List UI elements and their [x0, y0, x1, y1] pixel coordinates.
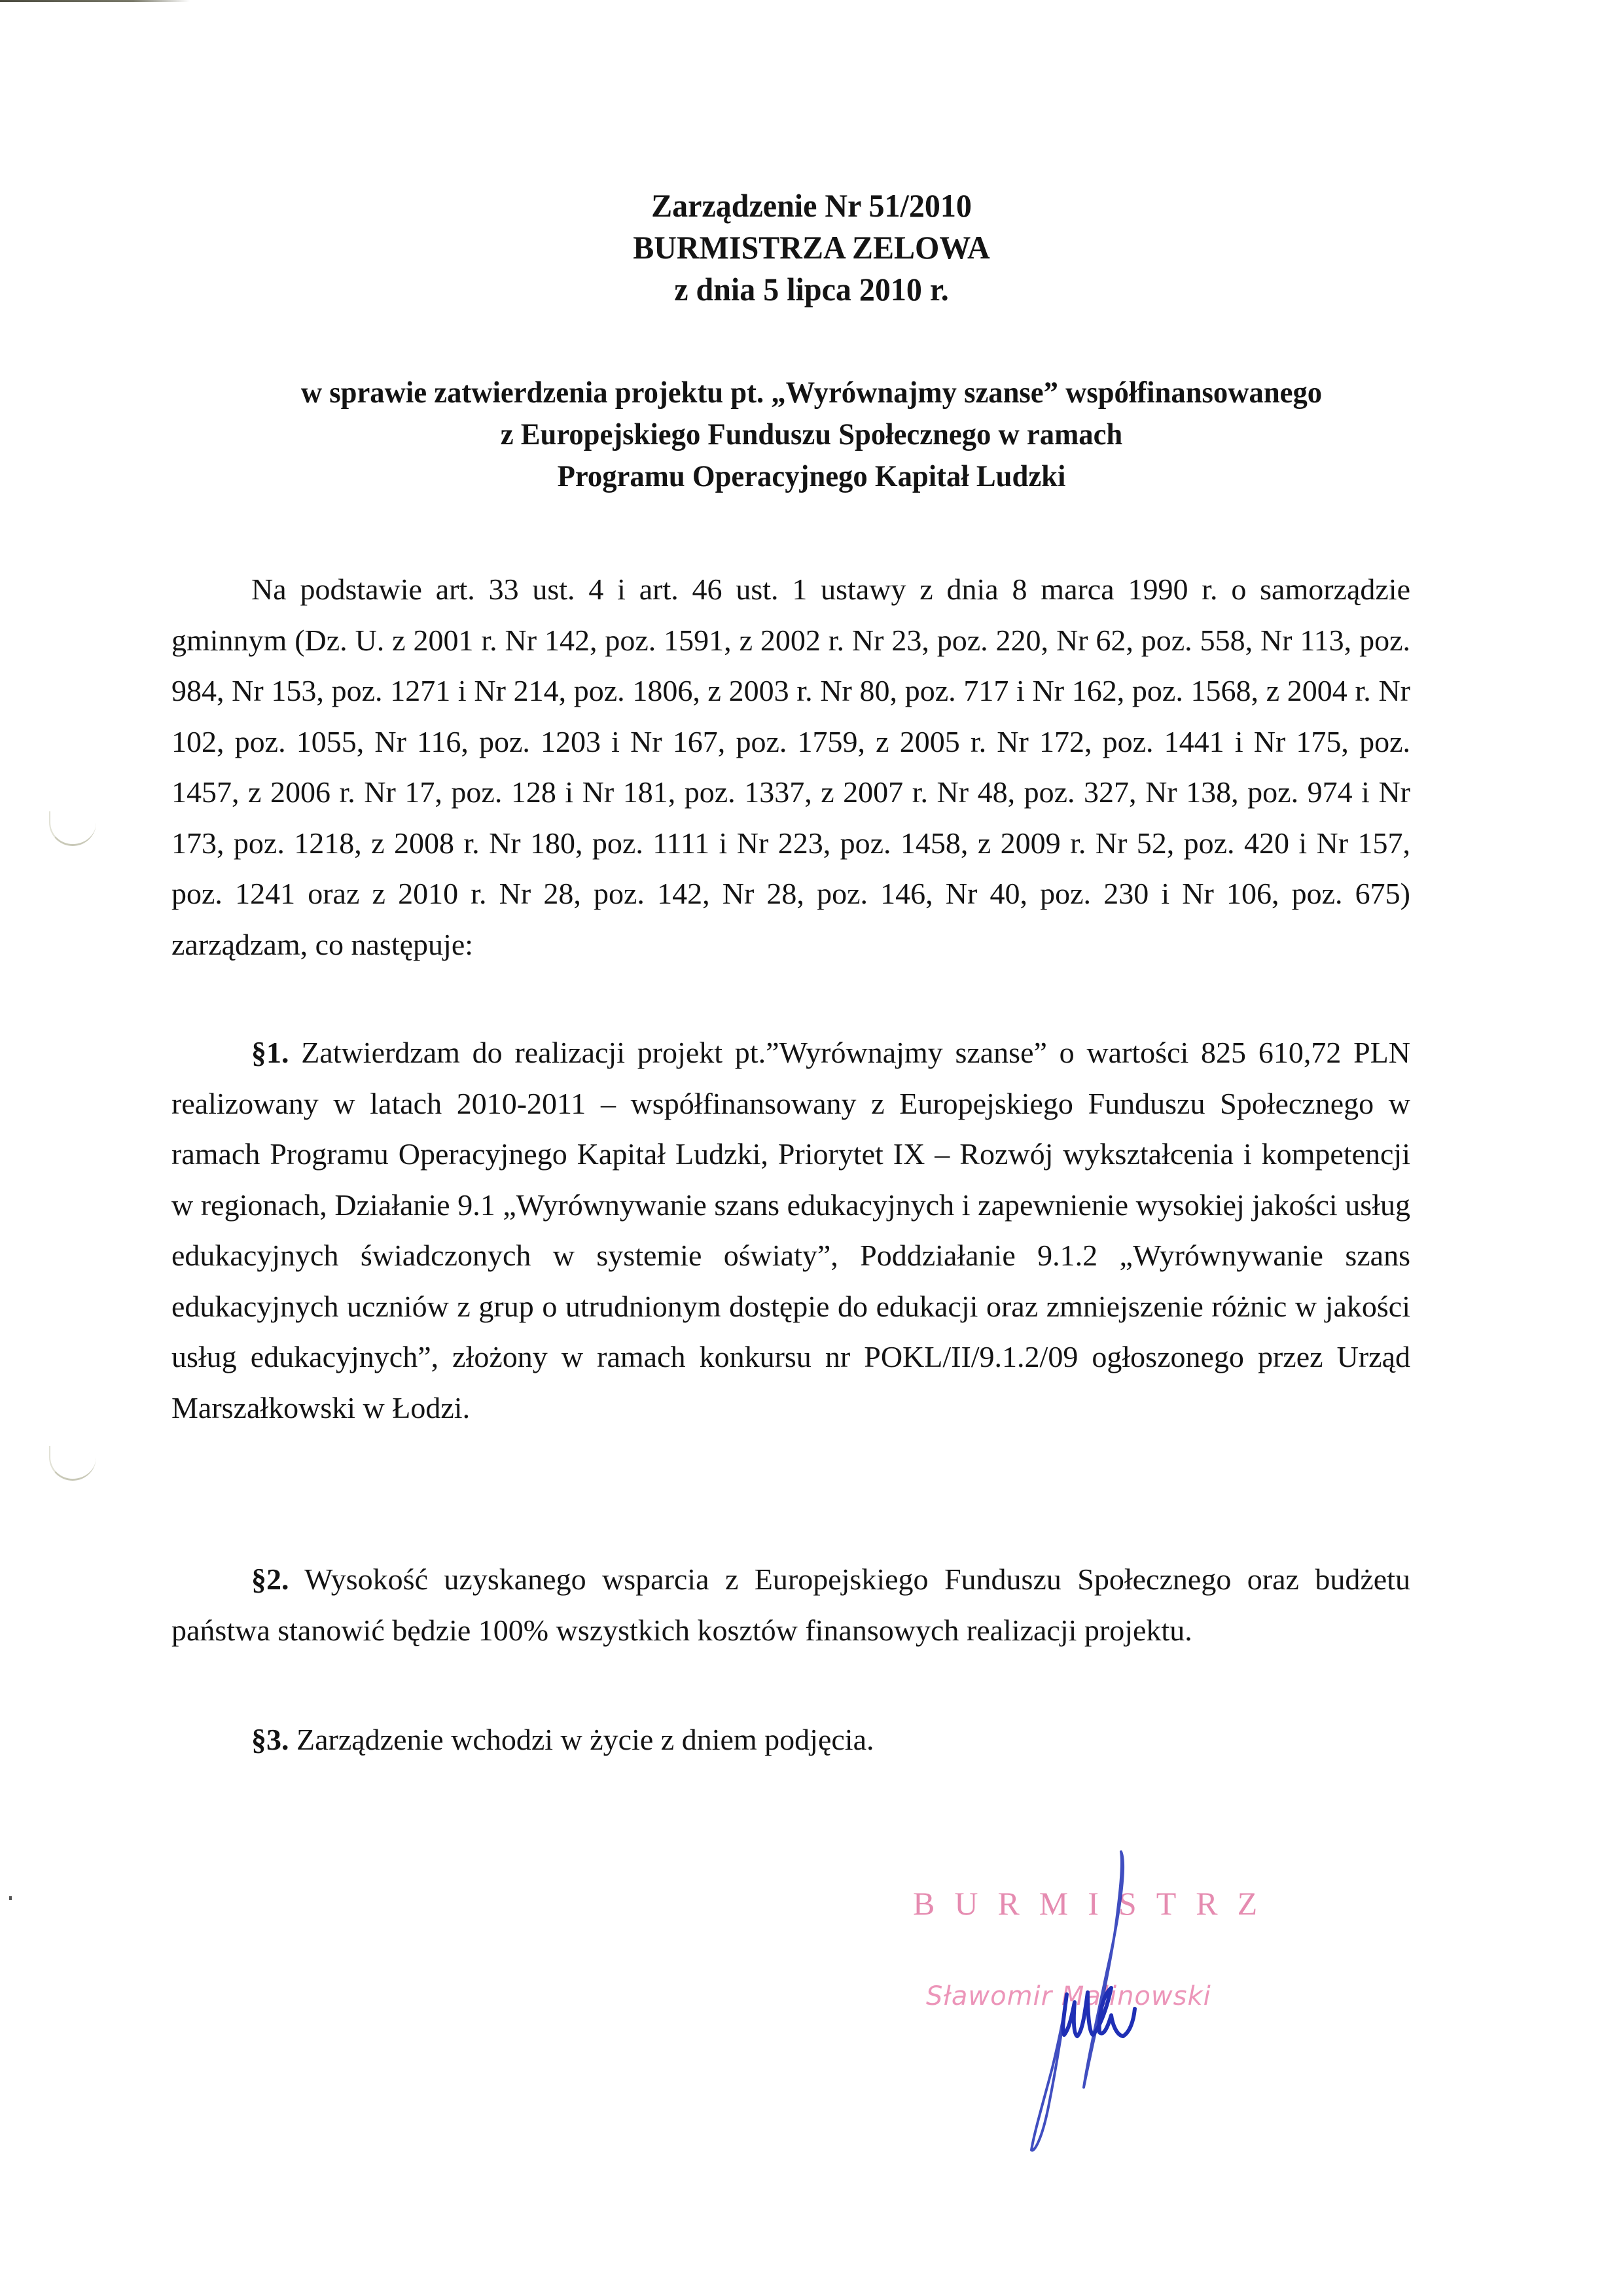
section-mark: §1. [251, 1036, 289, 1069]
scan-edge-line [0, 0, 190, 2]
subject-line-3: Programu Operacyjnego Kapitał Ludzki [557, 459, 1066, 493]
scan-speck [9, 1896, 12, 1900]
document-header [0, 185, 1623, 310]
section-1-paragraph [171, 1027, 1410, 1433]
document-subject [0, 372, 1623, 497]
handwritten-signature-icon [936, 1826, 1211, 2153]
stamp-title: BURMISTRZ [913, 1885, 1277, 1922]
issuer: BURMISTRZA ZELOWA [633, 229, 990, 266]
legal-basis-paragraph: Na podstawie art. 33 ust. 4 i art. 46 ust. 1 ustawy z dnia 8 marca 1990 r. o samorządzie gminnym (Dz. U. z 2001 r. Nr 142, poz. 1591, z 2002 r. Nr 23, poz. 220, Nr 62, poz. 558, Nr 113, poz. 984, Nr 153, poz. 1271 i Nr 214, poz. 1806, z 2003 r. Nr 80, poz. 717 i Nr 162, poz. 1568, z 2004 r. Nr 102, poz. 1055, Nr 116, poz. 1203 i Nr 167, poz. 1759, z 2005 r. Nr 172, poz. 1441 i Nr 175, poz. 1457, z 2006 r. Nr 17, poz. 128 i Nr 181, poz. 1337, z 2007 r. Nr 48, poz. 327, Nr 138, poz. 974 i Nr 173, poz. 1218, z 2008 r. Nr 180, poz. 1111 i Nr 223, poz. 1458, z 2009 r. Nr 52, poz. 420 i Nr 157, poz. 1241 oraz z 2010 r. Nr 28, poz. 142, Nr 28, poz. 146, Nr 40, poz. 230 i Nr 106, poz. 675) zarządzam, co następuje: [171, 573, 1410, 961]
punch-hole-mark [49, 1446, 96, 1481]
ordinance-number: Zarządzenie Nr 51/2010 [651, 187, 972, 224]
punch-hole-mark [49, 811, 96, 846]
subject-line-2: z Europejskiego Funduszu Społecznego w ramach [500, 417, 1123, 451]
stamp-name: Sławomir Malinowski [926, 1981, 1211, 2011]
section-mark: §2. [251, 1563, 289, 1596]
issue-date: z dnia 5 lipca 2010 r. [674, 271, 949, 308]
legal-basis-block [171, 564, 1410, 970]
subject-line-1: w sprawie zatwierdzenia projektu pt. „Wyrównajmy szanse” współfinansowanego [300, 376, 1323, 410]
section-mark: §3. [251, 1723, 289, 1756]
section-2 [171, 1554, 1410, 1655]
section-1 [171, 1027, 1410, 1433]
section-text: Wysokość uzyskanego wsparcia z Europejskiego Funduszu Społecznego oraz budżetu państwa stanowić będzie 100% wszystkich kosztów finansowych realizacji projektu. [171, 1563, 1410, 1647]
section-text: Zatwierdzam do realizacji projekt pt.”Wyrównajmy szanse” o wartości 825 610,72 PLN realizowany w latach 2010-2011 – współfinansowany z Europejskiego Funduszu Społecznego w ramach Programu Operacyjnego Kapitał Ludzki, Priorytet IX – Rozwój wykształcenia i kompetencji w regionach, Działanie 9.1 „Wyrównywanie szans edukacyjnych i zapewnienie wysokiej jakości usług edukacyjnych świadczonych w systemie oświaty”, Poddziałanie 9.1.2 „Wyrównywanie szans edukacyjnych uczniów z grup o utrudnionym dostępie do edukacji oraz zmniejszenie różnic w jakości usług edukacyjnych”, złożony w ramach konkursu nr POKL/II/9.1.2/09 ogłoszonego przez Urząd Marszałkowski w Łodzi. [171, 1036, 1410, 1424]
section-text: Zarządzenie wchodzi w życie z dniem podjęcia. [289, 1723, 874, 1756]
section-3-paragraph [171, 1714, 1410, 1765]
section-2-paragraph [171, 1554, 1410, 1655]
section-3 [171, 1714, 1410, 1765]
